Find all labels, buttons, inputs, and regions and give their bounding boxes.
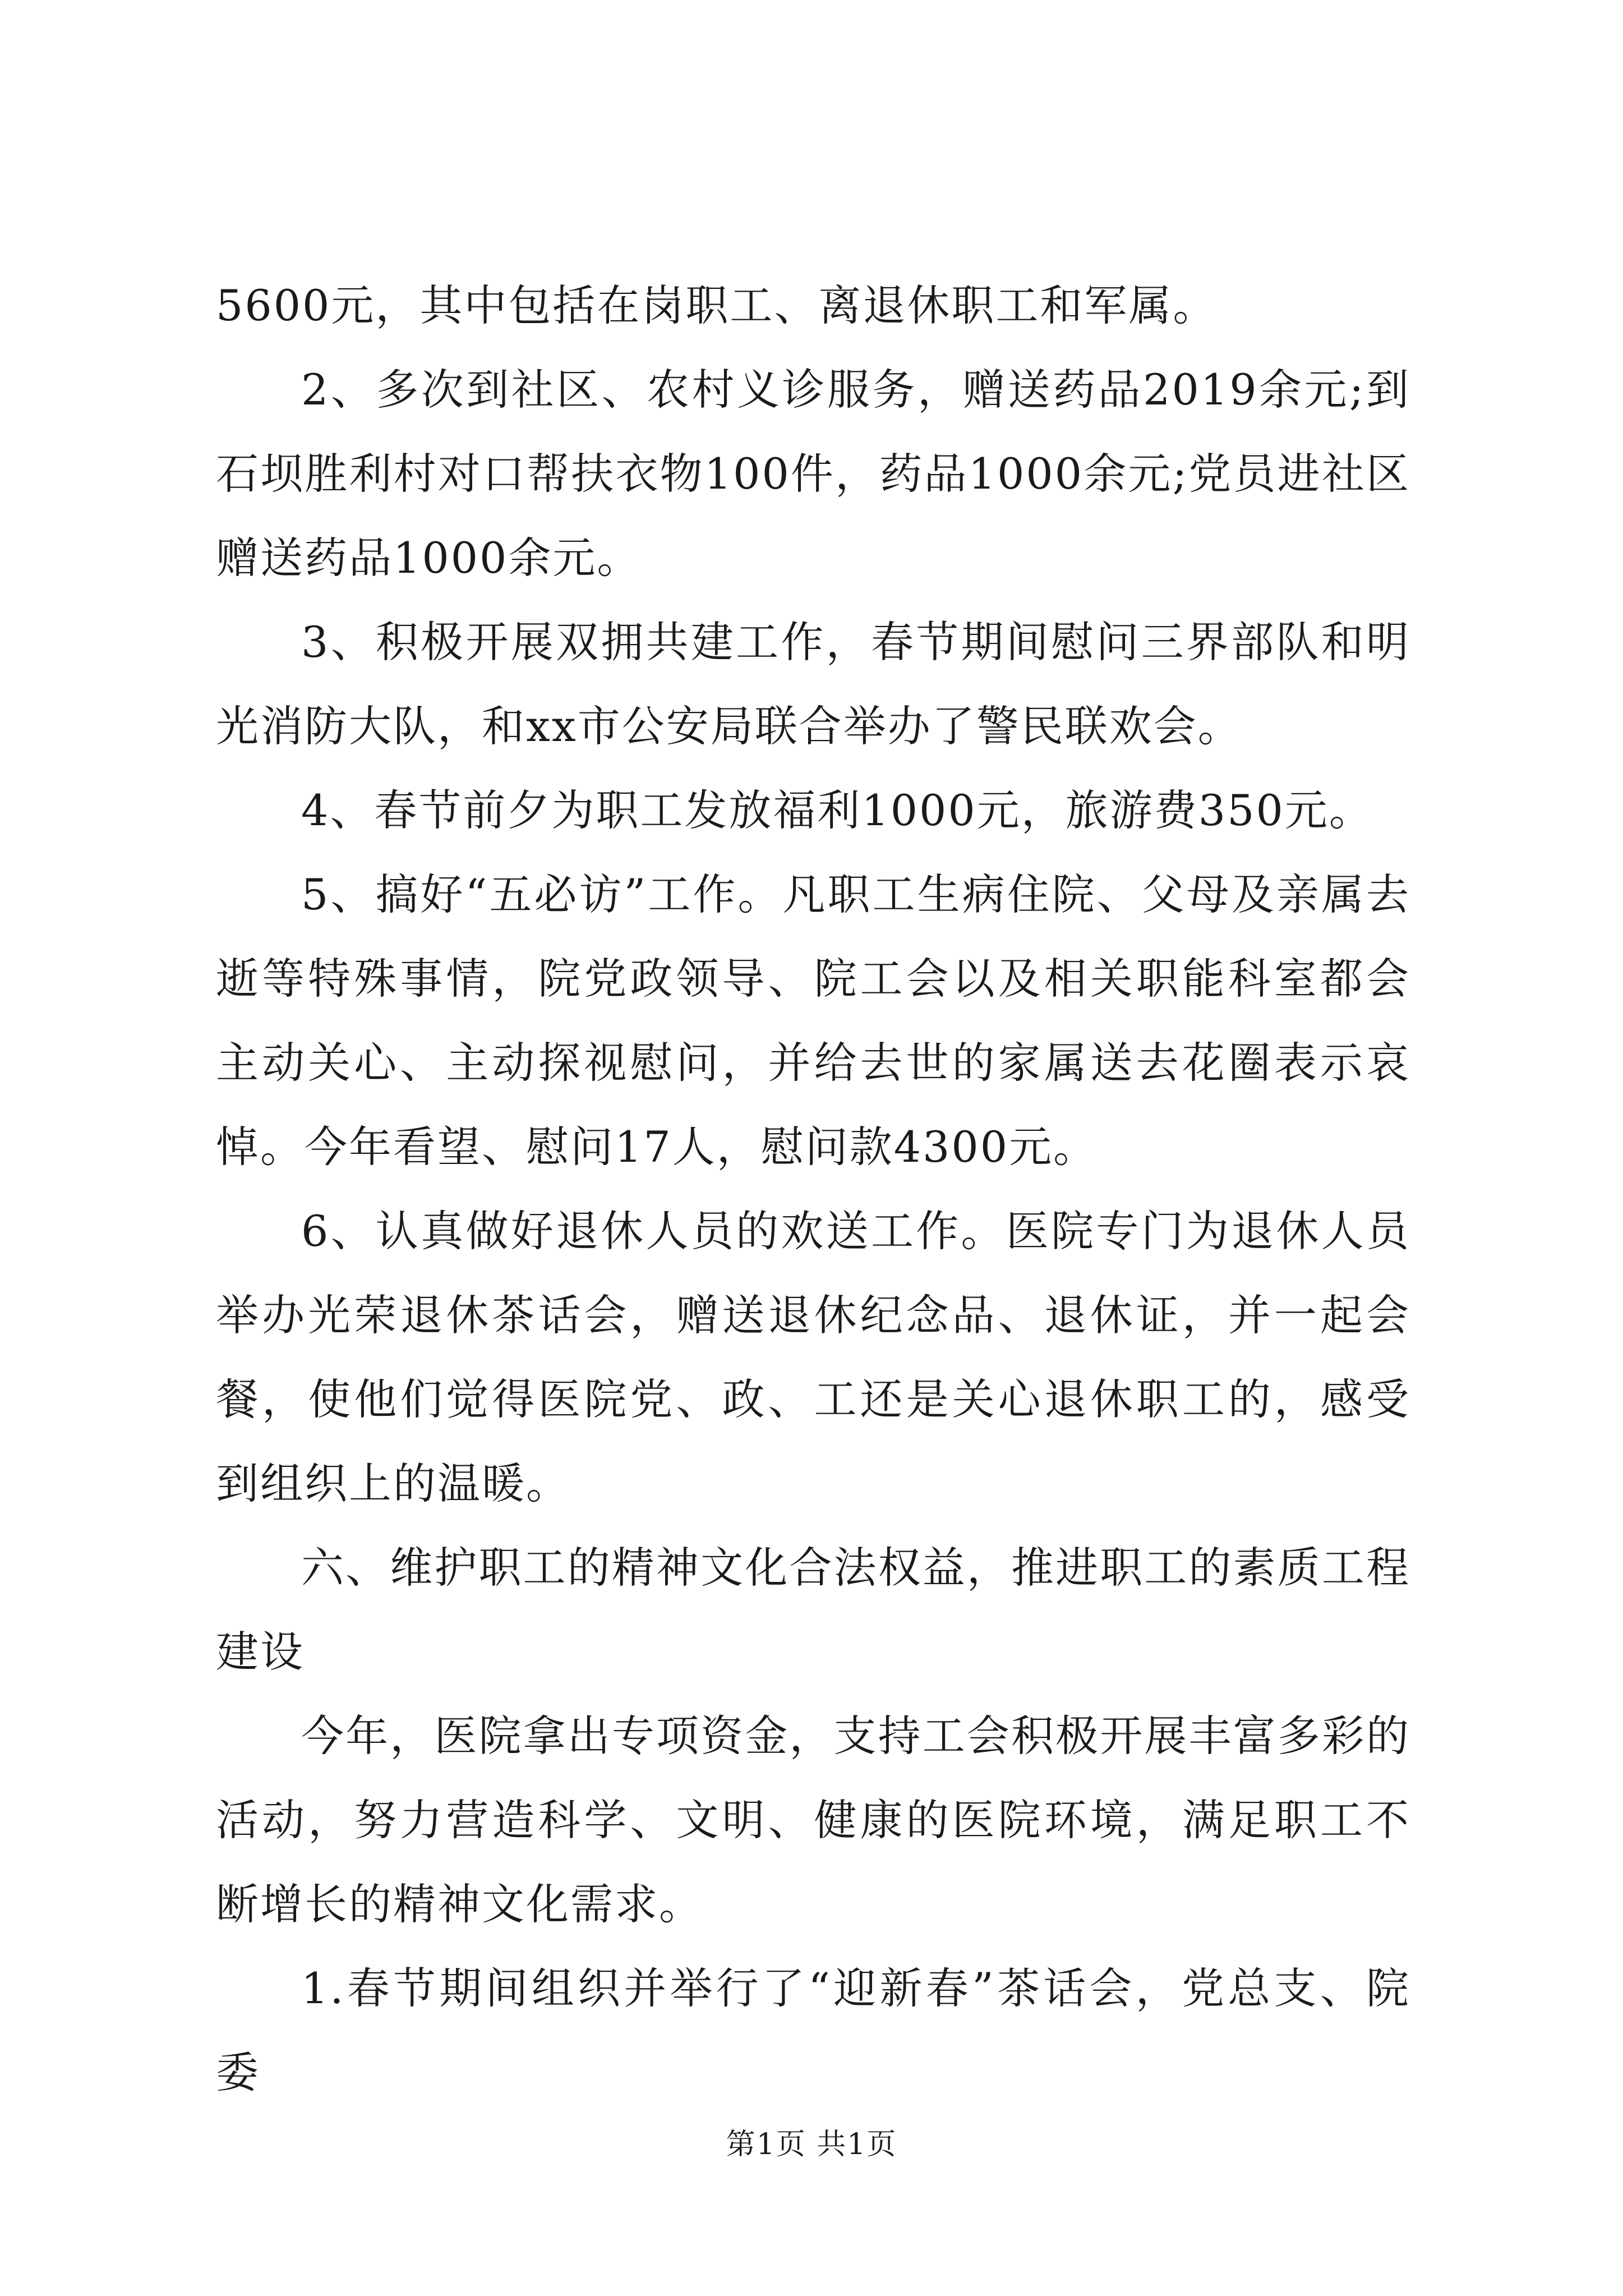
- paragraph-8: 今年，医院拿出专项资金，支持工会积极开展丰富多彩的活动，努力营造科学、文明、健康的医院环境，满足职工不断增长的精神文化需求。: [216, 1711, 1410, 1929]
- paragraph-2: 2、多次到社区、农村义诊服务，赠送药品2019余元;到石坝胜利村对口帮扶衣物100件，药品1000余元;党员进社区赠送药品1000余元。: [216, 365, 1410, 583]
- document-body: [216, 264, 1410, 2115]
- paragraph-6: 6、认真做好退休人员的欢送工作。医院专门为退休人员举办光荣退休茶话会，赠送退休纪念品、退休证，并一起会餐，使他们觉得医院党、政、工还是关心退休职工的，感受到组织上的温暖。: [216, 1206, 1410, 1508]
- page-footer: 第1页 共1页: [726, 2128, 897, 2161]
- paragraph-4: 4、春节前夕为职工发放福利1000元，旅游费350元。: [301, 785, 1373, 835]
- paragraph-5: 5、搞好“五必访”工作。凡职工生病住院、父母及亲属去逝等特殊事情，院党政领导、院工会以及相关职能科室都会主动关心、主动探视慰问，并给去世的家属送去花圈表示哀悼。今年看望、慰问17人，慰问款4300元。: [216, 869, 1410, 1172]
- paragraph-1: 5600元，其中包括在岗职工、离退休职工和军属。: [216, 280, 1218, 330]
- paragraph-3: 3、积极开展双拥共建工作，春节期间慰问三界部队和明光消防大队，和xx市公安局联合举办了警民联欢会。: [216, 617, 1410, 751]
- paragraph-9: 1.春节期间组织并举行了“迎新春”茶话会，党总支、院委: [216, 1963, 1410, 2097]
- section-heading-6: 六、维护职工的精神文化合法权益，推进职工的素质工程建设: [216, 1543, 1410, 1677]
